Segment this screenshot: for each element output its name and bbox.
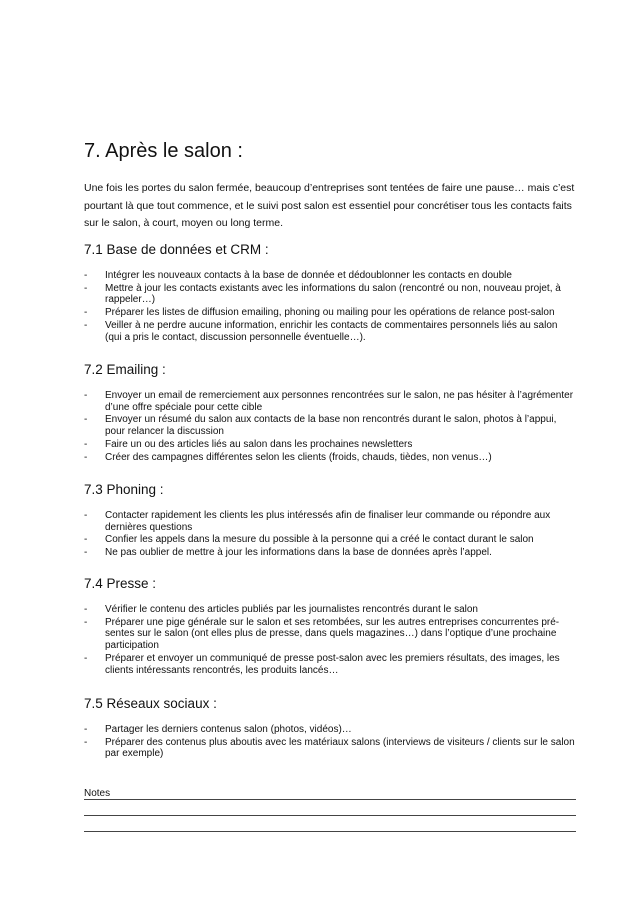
section-emailing [84,362,576,464]
list-item: - Préparer une pige générale sur le salon et ses retombées, sur les autres entreprises concurrentes pré-sentes sur le salon (ont elles plus de presse, dans quels magazines…) dans l’optique d’une prochaine participation [84,616,560,652]
bullet-list [84,724,576,760]
bullet-list [84,604,576,676]
section-heading: 7.5 Réseaux sociaux : [84,696,217,711]
list-item: - Vérifier le contenu des articles publiés par les journalistes rencontrés durant le salon [84,604,478,615]
list-item: - Partager les derniers contenus salon (photos, vidéos)… [84,724,352,735]
list-item: - Créer des campagnes différentes selon les clients (froids, chauds, tièdes, non venus…) [84,451,492,463]
section-heading: 7.2 Emailing : [84,362,166,377]
section-phoning [84,482,576,560]
intro-paragraph: Une fois les portes du salon fermée, beaucoup d’entreprises sont tentées de faire une pause… mais c’est pourtant là que tout commence, et le suivi post salon est essentiel pour concrétiser tous les contacts faits sur le salon, à court, moyen ou long terme. [84,182,575,229]
section-heading: 7.4 Presse : [84,576,157,591]
section-crm [84,242,576,344]
notes-label: Notes [84,788,111,799]
notes-line [84,815,576,816]
list-item: - Veiller à ne perdre aucune information, enrichir les contacts de commentaires personnels liés au salon (qui a pris le contact, discussion personnelle éventuelle…). [84,319,558,343]
list-item: - Mettre à jour les contacts existants avec les informations du salon (rencontré ou non, nouveau projet, à rappeler…) [84,282,561,306]
notes-line [84,831,576,832]
section-heading: 7.1 Base de données et CRM : [84,242,269,257]
bullet-list [84,270,576,343]
notes-line [84,799,576,800]
list-item: - Préparer les listes de diffusion emailing, phoning ou mailing pour les opérations de relance post-salon [84,307,555,319]
list-item: - Confier les appels dans la mesure du possible à la personne qui a créé le contact durant le salon [84,534,534,546]
list-item: - Envoyer un résumé du salon aux contacts de la base non rencontrés durant le salon, photos à l’appui, pour relancer la discussion [84,414,557,438]
page-title: 7. Après le salon : [84,140,243,162]
section-presse [84,576,576,677]
list-item: - Préparer des contenus plus aboutis avec les matériaux salons (interviews de visiteurs / clients sur le salon par exemple) [84,736,575,760]
bullet-list [84,390,576,463]
list-item: - Contacter rapidement les clients les plus intéressés afin de finaliser leur commande ou répondre aux dernières questions [84,510,551,533]
list-item: - Préparer et envoyer un communiqué de presse post-salon avec les premiers résultats, des images, les clients intéressants rencontrés, les produits lancés… [84,652,560,676]
list-item: - Ne pas oublier de mettre à jour les informations dans la base de données après l’appel. [84,547,492,559]
list-item: - Intégrer les nouveaux contacts à la base de donnée et dédoublonner les contacts en double [84,270,512,281]
section-heading: 7.3 Phoning : [84,482,164,497]
list-item: - Envoyer un email de remerciement aux personnes rencontrées sur le salon, ne pas hésiter à l’agrémenter d’une offre spéciale pour cette cible [84,390,574,413]
bullet-list [84,510,576,559]
list-item: - Faire un ou des articles liés au salon dans les prochaines newsletters [84,438,413,450]
section-reseaux-sociaux [84,696,576,761]
notes-area [84,788,576,800]
